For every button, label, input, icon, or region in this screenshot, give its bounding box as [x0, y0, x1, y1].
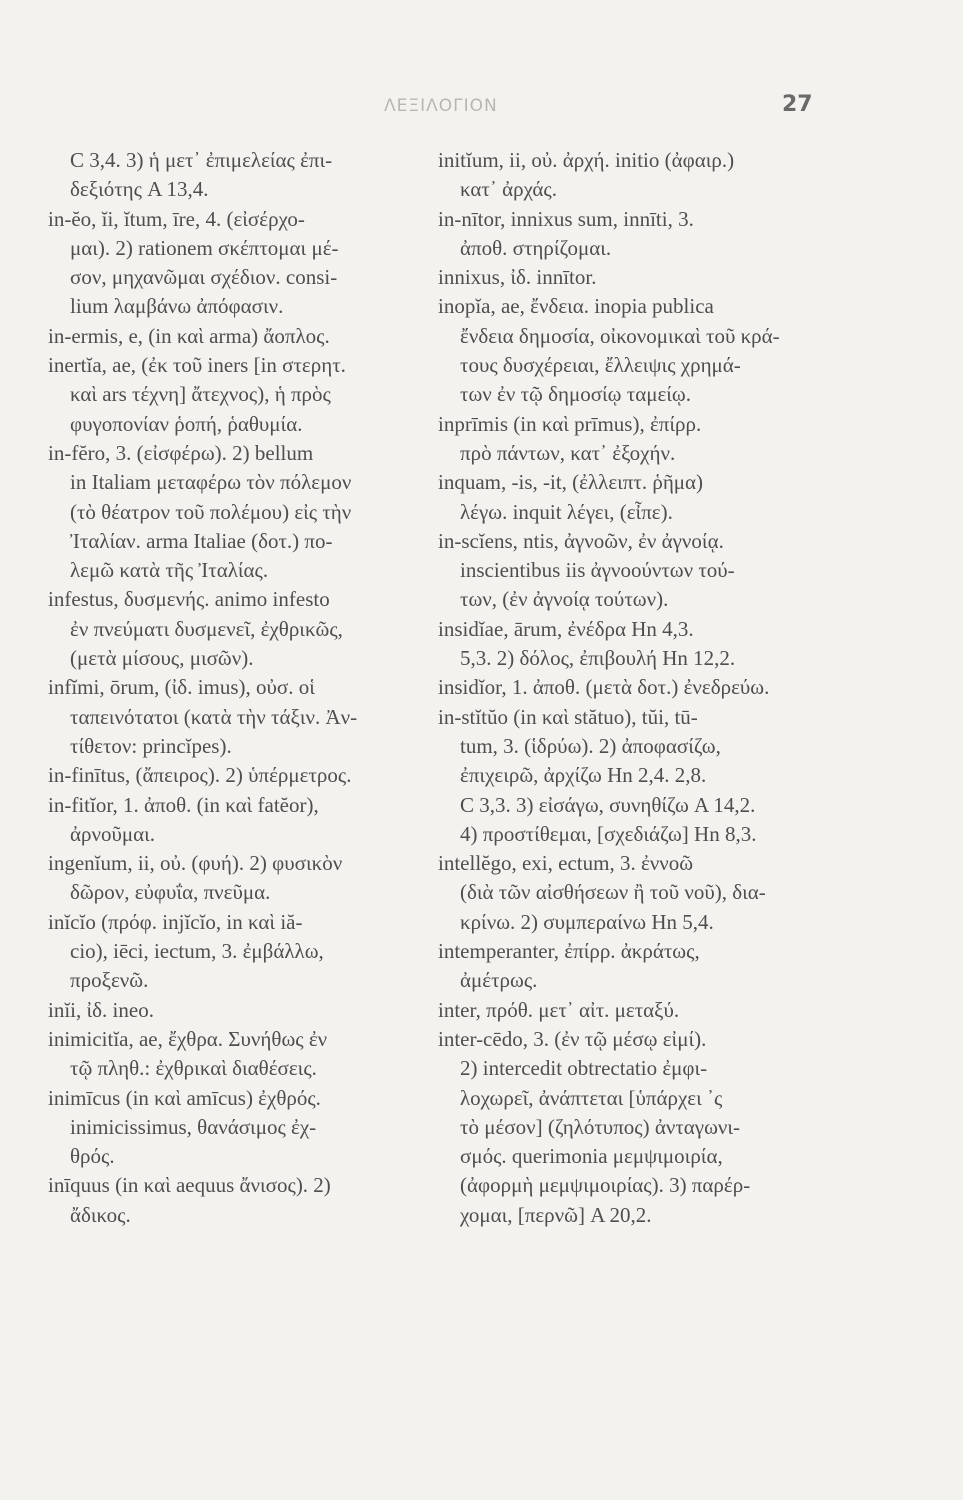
text-line: tum, 3. (ἱδρύω). 2) ἀποφασίζω, — [460, 733, 721, 758]
right-column — [438, 146, 828, 1230]
text-line: inopĭa, ae, ἔνδεια. inopia publica — [438, 294, 714, 319]
text-line: τίθετον: princĭpes). — [70, 733, 232, 758]
text-line: σμός. querimonia μεμψιμοιρία, — [460, 1144, 723, 1169]
text-line: in-ĕo, ĭi, ĭtum, īre, 4. (εἰσέρχο- — [48, 206, 305, 231]
text-line: ἐν πνεύματι δυσμενεῖ, ἐχθρικῶς, — [70, 616, 343, 641]
page-header — [0, 92, 963, 126]
text-line: 2) intercedit obtrectatio ἐμφι- — [460, 1056, 708, 1081]
text-line: in-nītor, innixus sum, innīti, 3. — [438, 206, 694, 231]
text-line: λοχωρεῖ, ἀνάπτεται [ὑπάρχει ᾽ς — [460, 1085, 723, 1110]
text-line: ταπεινότατοι (κατὰ τὴν τάξιν. Ἀν- — [70, 704, 358, 729]
text-line: 5,3. 2) δόλος, ἐπιβουλή Hn 12,2. — [460, 646, 736, 671]
text-line: μαι). 2) rationem σκέπτομαι μέ- — [70, 235, 339, 260]
text-line: infĭmi, ōrum, (ἰδ. imus), οὐσ. οἱ — [48, 675, 315, 700]
text-line: in-scĭens, ntis, ἀγνοῶν, ἐν ἀγνοίᾳ. — [438, 528, 724, 553]
text-line: inertĭa, ae, (ἐκ τοῦ iners [in στερητ. — [48, 353, 346, 378]
text-line: ἀμέτρως. — [460, 968, 538, 993]
text-line: infestus, δυσμενής. animo infesto — [48, 587, 330, 612]
text-line: κατ᾽ ἀρχάς. — [460, 177, 557, 202]
text-line: δῶρον, εὐφυΐα, πνεῦμα. — [70, 880, 271, 905]
text-line: intellĕgo, exi, ectum, 3. ἐννοῶ — [438, 851, 694, 876]
text-line: cio), iēci, iectum, 3. ἐμβάλλω, — [70, 939, 324, 964]
text-line: φυγοπονίαν ῥοπή, ῥαθυμία. — [70, 411, 303, 436]
left-column — [48, 146, 432, 1230]
text-line: in-fitĭor, 1. ἀποθ. (in καὶ fatĕor), — [48, 792, 319, 817]
text-line: inter, πρόθ. μετ᾽ αἰτ. μεταξύ. — [438, 997, 680, 1022]
text-line: C 3,4. 3) ἡ μετ᾽ ἐπιμελείας ἐπι- — [70, 148, 333, 172]
text-line: πρὸ πάντων, κατ᾽ ἐξοχήν. — [460, 440, 676, 465]
text-line: (ἀφορμὴ μεμψιμοιρίας). 3) παρέρ- — [460, 1173, 751, 1198]
text-line: ἀποθ. στηρίζομαι. — [460, 235, 612, 260]
text-line: (διὰ τῶν αἰσθήσεων ἢ τοῦ νοῦ), δια- — [460, 880, 766, 905]
text-line: initĭum, ii, οὐ. ἀρχή. initio (ἀφαιρ.) — [438, 148, 735, 172]
text-line: intemperanter, ἐπίρρ. ἀκράτως, — [438, 939, 700, 964]
text-line: inĭcĭo (πρόφ. injĭcĭo, in καὶ iă- — [48, 909, 303, 934]
text-line: in Italiam μεταφέρω τὸν πόλεμον — [70, 470, 352, 495]
text-line: Ἰταλίαν. arma Italiae (δοτ.) πο- — [70, 528, 333, 553]
text-line: in-stĭtŭo (in καὶ stătuo), tŭi, tū- — [438, 704, 698, 729]
text-line: καὶ ars τέχνη] ἄτεχνος), ἡ πρὸς — [70, 382, 331, 407]
text-line: in-ermis, e, (in καὶ arma) ἄοπλος. — [48, 323, 330, 348]
running-title: ΛΕΞΙΛΟΓΙΟΝ — [384, 96, 498, 116]
text-line: inscientibus iis ἀγνοούντων τού- — [460, 558, 735, 583]
text-line: lium λαμβάνω ἀπόφασιν. — [70, 294, 284, 319]
text-line: inprīmis (in καὶ prīmus), ἐπίρρ. — [438, 411, 702, 436]
text-line: χομαι, [περνῶ] A 20,2. — [460, 1202, 652, 1227]
text-line: in-fĕro, 3. (εἰσφέρω). 2) bellum — [48, 440, 314, 465]
text-line: των ἐν τῷ δημοσίῳ ταμείῳ. — [460, 382, 691, 407]
text-line: των, (ἐν ἀγνοίᾳ τούτων). — [460, 587, 669, 612]
text-line: τὸ μέσον] (ζηλότυπος) ἀνταγωνι- — [460, 1114, 741, 1139]
text-line: προξενῶ. — [70, 968, 149, 993]
text-line: (τὸ θέατρον τοῦ πολέμου) εἰς τὴν — [70, 499, 352, 524]
text-line: ἐπιχειρῶ, ἀρχίζω Hn 2,4. 2,8. — [460, 763, 707, 788]
text-line: τῷ πληθ.: ἐχθρικαὶ διαθέσεις. — [70, 1056, 317, 1081]
text-line: inter-cēdo, 3. (ἐν τῷ μέσῳ εἰμί). — [438, 1026, 707, 1051]
text-line: κρίνω. 2) συμπεραίνω Hn 5,4. — [460, 909, 714, 934]
text-line: innixus, ἰδ. innītor. — [438, 265, 597, 290]
text-line: in-finītus, (ἄπειρος). 2) ὑπέρμετρος. — [48, 763, 352, 788]
text-line: ἄδικος. — [70, 1202, 131, 1227]
text-line: inīquus (in καὶ aequus ἄνισος). 2) — [48, 1173, 331, 1198]
text-line: insidĭor, 1. ἀποθ. (μετὰ δοτ.) ἐνεδρεύω. — [438, 675, 770, 700]
text-line: inĭi, ἰδ. ineo. — [48, 997, 154, 1022]
text-line: ingenĭum, ii, οὐ. (φυή). 2) φυσικὸν — [48, 851, 343, 876]
text-line: δεξιότης A 13,4. — [70, 177, 209, 202]
text-line: τους δυσχέρειαι, ἔλλειψις χρημά- — [460, 353, 741, 378]
text-line: λεμῶ κατὰ τῆς Ἰταλίας. — [70, 558, 269, 583]
text-line: inimicissimus, θανάσιμος ἐχ- — [70, 1114, 317, 1139]
text-line: C 3,3. 3) εἰσάγω, συνηθίζω A 14,2. — [460, 792, 756, 817]
text-line: θρός. — [70, 1144, 115, 1169]
text-line: inquam, -is, -it, (ἐλλειπτ. ῥῆμα) — [438, 470, 704, 495]
text-line: (μετὰ μίσους, μισῶν). — [70, 646, 254, 671]
text-line: λέγω. inquit λέγει, (εἶπε). — [460, 499, 673, 524]
text-line: inimīcus (in καὶ amīcus) ἐχθρός. — [48, 1085, 321, 1110]
text-line: 4) προστίθεμαι, [σχεδιάζω] Hn 8,3. — [460, 821, 757, 846]
text-line: ἔνδεια δημοσία, οἰκονομικαὶ τοῦ κρά- — [460, 323, 780, 348]
text-line: inimicitĭa, ae, ἔχθρα. Συνήθως ἐν — [48, 1026, 328, 1051]
text-line: insidĭae, ārum, ἐνέδρα Hn 4,3. — [438, 616, 694, 641]
page-number: 27 — [782, 92, 813, 117]
text-line: ἀρνοῦμαι. — [70, 821, 156, 846]
text-line: σον, μηχανῶμαι σχέδιον. consi- — [70, 265, 338, 290]
